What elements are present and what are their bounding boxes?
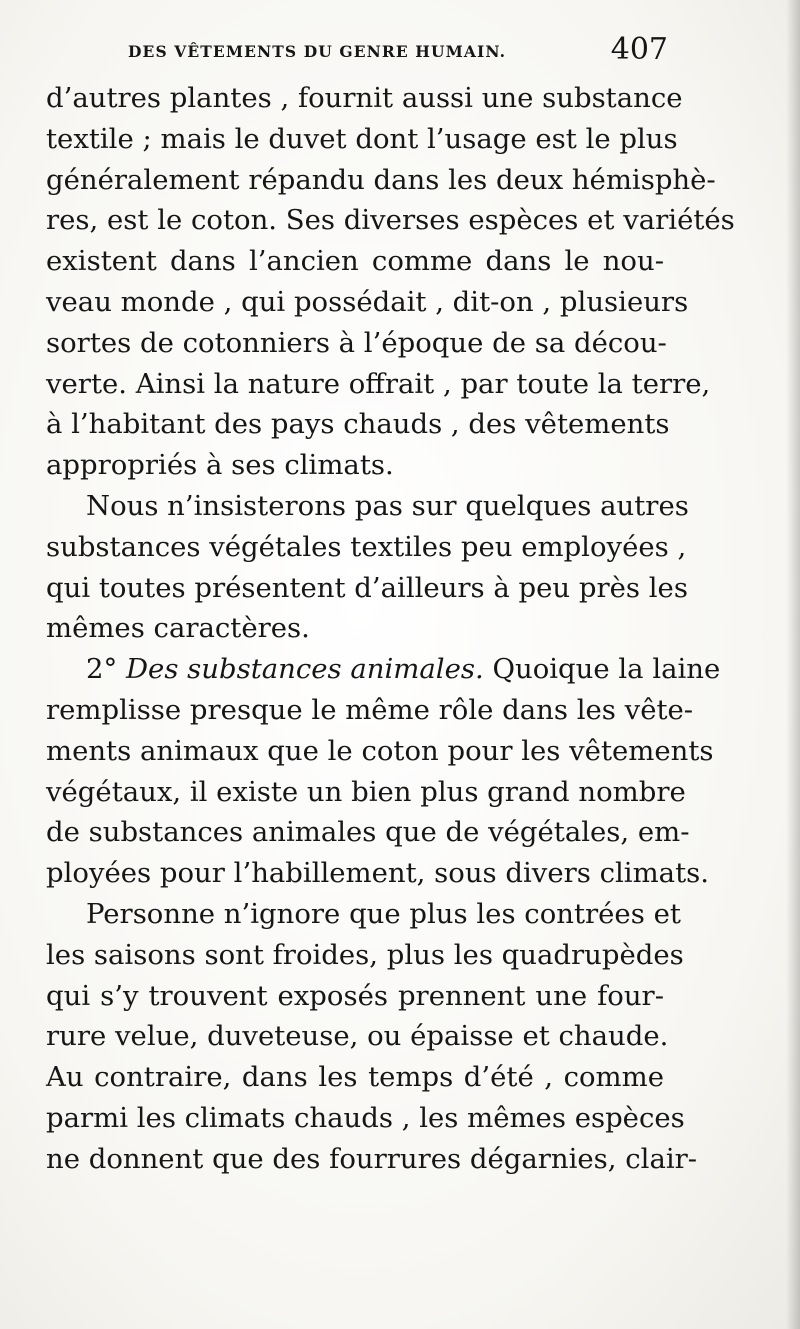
text-line: substances végétales textiles peu employées ,: [46, 530, 687, 563]
text-line: végétaux, il existe un bien plus grand nombre: [46, 775, 686, 808]
text-line: les saisons sont froides, plus les quadrupèdes: [46, 938, 684, 971]
text-line: Quoique la laine: [492, 653, 721, 686]
text-line: parmi les climats chauds , les mêmes espèces: [46, 1101, 685, 1134]
text-line: ments animaux que le coton pour les vêtements: [46, 734, 714, 767]
text-line: Personne n’ignore que plus les contrées et: [86, 897, 681, 930]
section-number: 2°: [86, 653, 118, 686]
text-line: ployées pour l’habillement, sous divers climats.: [46, 857, 709, 890]
text-line: Nous n’insisterons pas sur quelques autres: [86, 489, 689, 522]
text-line: verte. Ainsi la nature offrait , par toute la terre,: [46, 367, 711, 400]
text-line: textile ; mais le duvet dont l’usage est le plus: [46, 122, 678, 155]
text-line: d’autres plantes , fournit aussi une substance: [46, 82, 683, 114]
section-heading-line: [46, 649, 721, 690]
text-line: rure velue, duveteuse, ou épaisse et chaude.: [46, 1020, 669, 1053]
text-line: qui toutes présentent d’ailleurs à peu près les: [46, 571, 688, 604]
page-header: [128, 32, 668, 78]
text-line: mêmes caractères.: [46, 612, 310, 645]
text-line: ne donnent que des fourrures dégarnies, clair-: [46, 1142, 698, 1175]
text-line: remplisse presque le même rôle dans les vête-: [46, 693, 694, 726]
page-number: 407: [610, 32, 668, 67]
text-line: à l’habitant des pays chauds , des vêtements: [46, 408, 670, 441]
text-line: sortes de cotonniers à l’époque de sa décou-: [46, 326, 667, 359]
text-line: res, est le coton. Ses diverses espèces et variétés: [46, 204, 735, 237]
text-line: appropriés à ses climats.: [46, 449, 394, 482]
text-line: généralement répandu dans les deux hémisphè-: [46, 163, 716, 196]
text-line: veau monde , qui possédait , dit-on , plusieurs: [46, 285, 689, 318]
text-line: qui s’y trouvent exposés prennent une four-: [46, 979, 664, 1012]
text-line: existent dans l’ancien comme dans le nou-: [46, 245, 664, 278]
page-edge-shadow: [786, 0, 800, 1329]
text-line: Au contraire, dans les temps d’été , comme: [46, 1061, 664, 1094]
text-line: de substances animales que de végétales, em-: [46, 816, 690, 849]
section-title: Des substances animales.: [126, 653, 484, 686]
body-text: [46, 78, 735, 1180]
running-head: DES VÊTEMENTS DU GENRE HUMAIN.: [128, 42, 507, 61]
